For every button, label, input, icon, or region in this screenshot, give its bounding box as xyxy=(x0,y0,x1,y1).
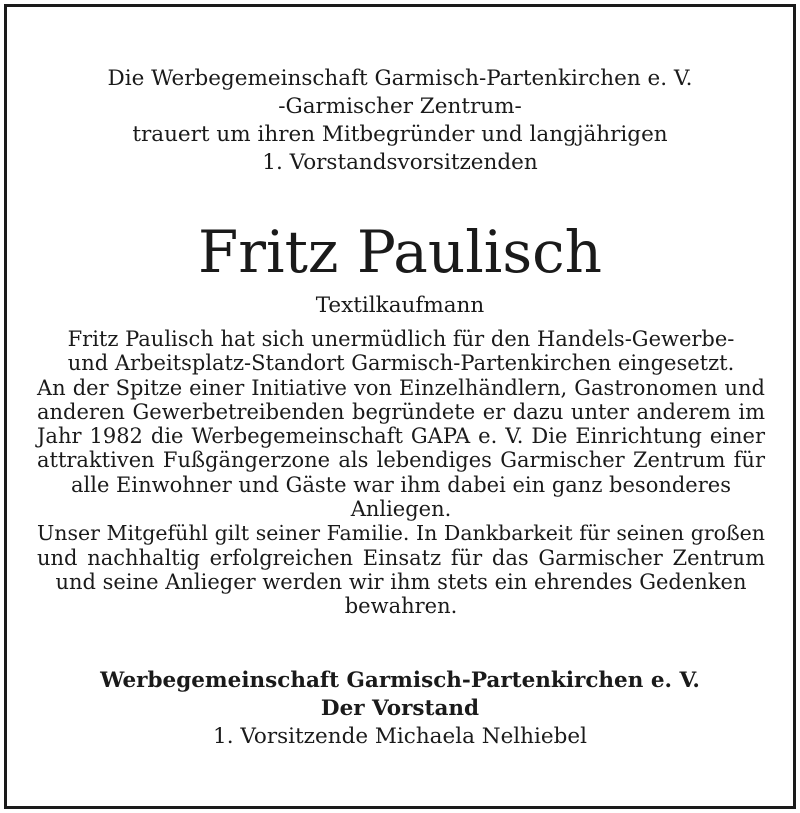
intro-line: trauert um ihren Mitbegründer und langjährigen xyxy=(132,122,668,147)
signature-block xyxy=(7,667,793,751)
tribute-line: Fritz Paulisch hat sich unermüdlich für den Handels-Gewerbe- xyxy=(67,327,735,351)
intro-line: Die Werbegemeinschaft Garmisch-Partenkirchen e. V. xyxy=(107,66,693,91)
obituary-frame xyxy=(4,4,796,809)
tribute-line: und seine Anlieger werden wir ihm stets ein ehrendes Gedenken xyxy=(55,569,747,594)
tribute-line: Jahr 1982 die Werbegemeinschaft GAPA e. V. Die Einrichtung einer xyxy=(37,424,765,449)
tribute-line: alle Einwohner und Gäste war ihm dabei ein ganz besonderes xyxy=(71,472,731,497)
signature-organization: Werbegemeinschaft Garmisch-Partenkirchen e. V. xyxy=(100,668,700,693)
signature-board: Der Vorstand xyxy=(320,696,480,721)
tribute-line: anderen Gewerbetreibenden begründete er dazu unter anderem im xyxy=(37,399,765,424)
obituary-content xyxy=(7,7,793,806)
intro-line: -Garmischer Zentrum- xyxy=(278,94,522,119)
deceased-profession: Textilkaufmann xyxy=(315,293,485,318)
tribute-line: bewahren. xyxy=(344,594,458,619)
deceased-name: Fritz Paulisch xyxy=(198,218,602,286)
tribute-line: attraktiven Fußgängerzone als lebendiges Garmischer Zentrum für xyxy=(37,448,765,473)
tribute-text xyxy=(37,327,765,619)
tribute-line: An der Spitze einer Initiative von Einzelhändlern, Gastronomen und xyxy=(37,375,765,400)
intro-block xyxy=(7,65,793,177)
tribute-line: Anliegen. xyxy=(350,497,452,522)
signature-chair: 1. Vorsitzende Michaela Nelhiebel xyxy=(213,724,587,749)
tribute-line: und nachhaltig erfolgreichen Einsatz für das Garmischer Zentrum xyxy=(37,545,765,570)
tribute-line: Unser Mitgefühl gilt seiner Familie. In Dankbarkeit für seinen großen xyxy=(37,521,765,546)
intro-line: 1. Vorstandsvorsitzenden xyxy=(262,150,538,175)
tribute-line: und Arbeitsplatz-Standort Garmisch-Partenkirchen eingesetzt. xyxy=(67,351,735,376)
